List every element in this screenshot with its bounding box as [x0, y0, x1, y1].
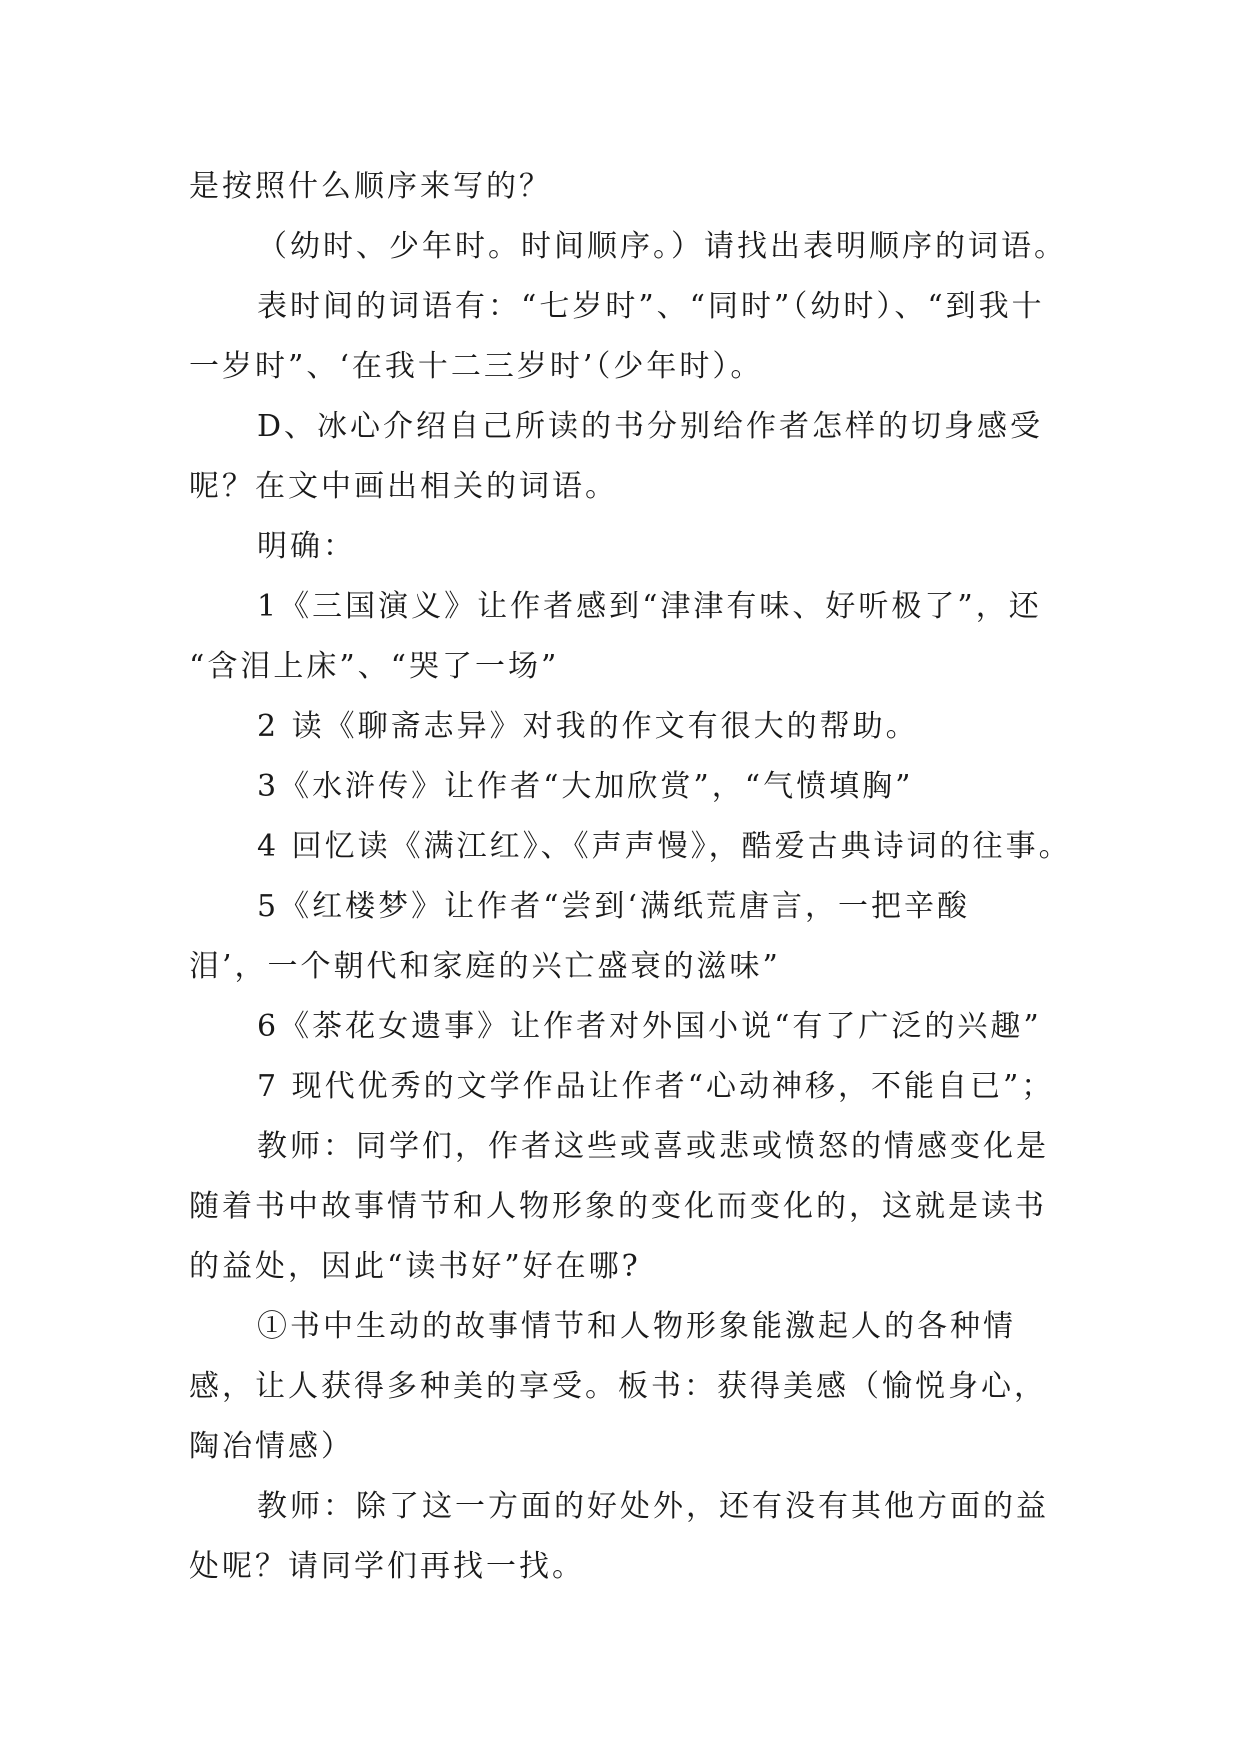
text-line: “含泪上床”、“哭了一场”: [189, 649, 560, 684]
text-line: 一岁时”、‘在我十二三岁时’（少年时）。: [189, 349, 764, 384]
text-line: ①书中生动的故事情节和人物形象能激起人的各种情: [257, 1309, 1016, 1344]
text-line: 呢？在文中画出相关的词语。: [189, 469, 618, 504]
text-line: 处呢？请同学们再找一找。: [189, 1549, 585, 1584]
text-line: 3《水浒传》让作者“大加欣赏”，“气愤填胸”: [257, 769, 914, 804]
text-line: 6《茶花女遗事》让作者对外国小说“有了广泛的兴趣”: [257, 1009, 1042, 1044]
text-line: 1《三国演义》让作者感到“津津有味、好听极了”，还: [257, 589, 1042, 624]
text-line: 7 现代优秀的文学作品让作者“心动神移，不能自已”；: [257, 1069, 1055, 1104]
text-line: 陶冶情感）: [189, 1429, 354, 1464]
text-line: 明确：: [257, 529, 356, 564]
text-line: （幼时、少年时。时间顺序。）请找出表明顺序的词语。: [257, 229, 1067, 264]
text-line: 随着书中故事情节和人物形象的变化而变化的，这就是读书: [189, 1189, 1047, 1224]
text-line: 感，让人获得多种美的享受。板书：获得美感（愉悦身心，: [189, 1369, 1047, 1404]
text-line: D、冰心介绍自己所读的书分别给作者怎样的切身感受: [257, 409, 1044, 444]
text-line: 4 回忆读《满江红》、《声声慢》，酷爱古典诗词的往事。: [257, 829, 1072, 864]
document-body: [189, 157, 1072, 1597]
text-line: 表时间的词语有：“七岁时”、“同时”（幼时）、“到我十: [257, 289, 1045, 324]
text-line: 教师：同学们，作者这些或喜或悲或愤怒的情感变化是: [257, 1129, 1049, 1164]
text-line: 泪’，一个朝代和家庭的兴亡盛衰的滋味”: [189, 949, 781, 984]
text-line: 教师：除了这一方面的好处外，还有没有其他方面的益: [257, 1489, 1049, 1524]
text-line: 是按照什么顺序来写的？: [189, 169, 552, 204]
text-line: 5《红楼梦》让作者“尝到‘满纸荒唐言，一把辛酸: [257, 889, 970, 924]
text-line: 的益处，因此“读书好”好在哪?: [189, 1249, 641, 1284]
text-line: 2 读《聊斋志异》对我的作文有很大的帮助。: [257, 709, 919, 744]
